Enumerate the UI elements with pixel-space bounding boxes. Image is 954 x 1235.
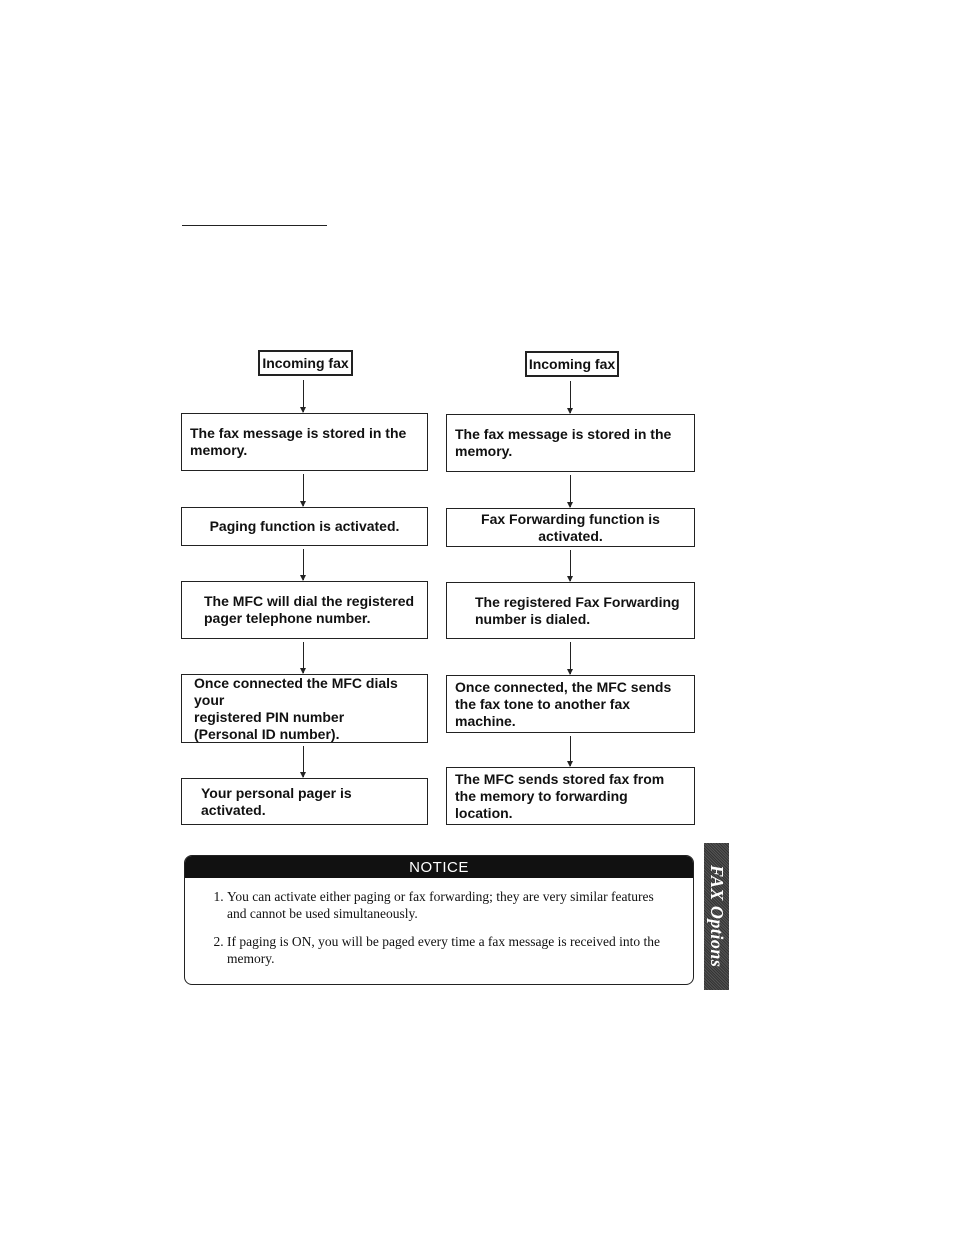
right-arrow-4	[570, 642, 571, 674]
right-step-5-text: The MFC sends stored fax from the memory to forwarding location.	[455, 770, 665, 821]
left-start-incoming-fax	[258, 350, 353, 376]
right-step-5	[446, 767, 695, 825]
right-step-1-text: The fax message is stored in the memory.	[455, 426, 672, 459]
left-arrow-3	[303, 549, 304, 580]
section-side-tab	[704, 843, 729, 990]
left-arrow-5	[303, 746, 304, 777]
left-step-4-text: Once connected the MFC dials your registered PIN number (Personal ID number).	[194, 674, 398, 742]
left-arrow-1	[303, 380, 304, 412]
right-step-2	[446, 508, 695, 547]
right-arrow-2	[570, 475, 571, 507]
right-start-label: Incoming fax	[528, 356, 616, 372]
notice-title: NOTICE	[409, 858, 469, 876]
side-tab-label: FAX Options	[707, 865, 727, 968]
left-step-2	[181, 507, 428, 546]
right-step-4-text: Once connected, the MFC sends the fax tone to another fax machine.	[455, 678, 672, 729]
right-step-3	[446, 582, 695, 639]
notice-list	[185, 888, 693, 967]
left-start-label: Incoming fax	[262, 355, 349, 371]
left-step-1	[181, 413, 428, 471]
left-step-4	[181, 674, 428, 743]
section-underline	[182, 225, 327, 226]
left-step-5	[181, 778, 428, 825]
left-step-2-text: Paging function is activated.	[209, 518, 400, 534]
notice-box	[184, 855, 694, 985]
right-arrow-5	[570, 736, 571, 766]
left-arrow-2	[303, 474, 304, 506]
left-step-3	[181, 581, 428, 639]
left-step-1-text: The fax message is stored in the memory.	[190, 425, 407, 458]
right-step-3-text: The registered Fax Forwarding number is dialed.	[475, 593, 680, 627]
right-step-1	[446, 414, 695, 472]
left-arrow-4	[303, 642, 304, 673]
notice-header	[185, 856, 693, 878]
left-step-5-text: Your personal pager is activated.	[201, 784, 352, 818]
notice-item-2: 2. If paging is ON, you will be paged every time a fax message is received into the memory.	[227, 933, 667, 967]
left-step-3-text: The MFC will dial the registered pager telephone number.	[204, 593, 415, 626]
notice-item-1: 1. You can activate either paging or fax forwarding; they are very similar features and cannot be used simultaneously.	[227, 888, 667, 922]
right-start-incoming-fax	[525, 351, 619, 377]
right-arrow-1	[570, 381, 571, 413]
right-step-4	[446, 675, 695, 733]
right-step-2-text: Fax Forwarding function is activated.	[481, 510, 660, 544]
right-arrow-3	[570, 550, 571, 581]
